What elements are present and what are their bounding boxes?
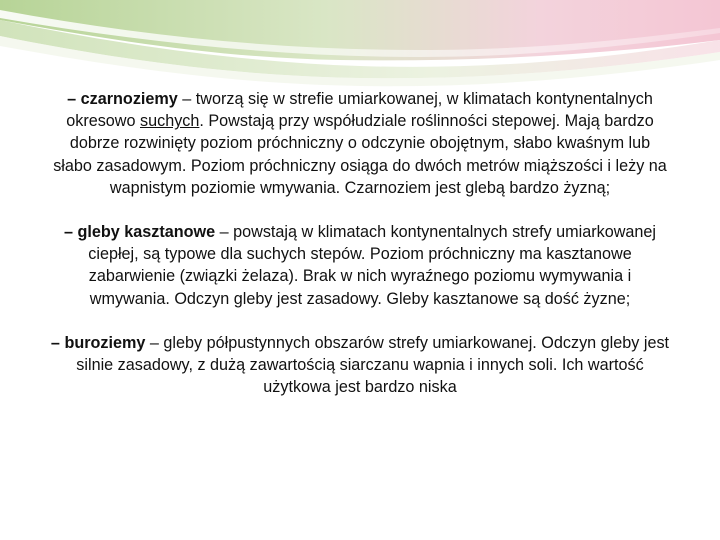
term-buroziemy: buroziemy [64, 333, 146, 352]
term-dash: – [50, 333, 60, 352]
main-text [50, 88, 670, 420]
paragraph-gleby-kasztanowe [50, 221, 670, 310]
paragraph-text: – gleby półpustynnych obszarów strefy umiarkowanej. Odczyn gleby jest silnie zasadowy, z dużą zawartością siarczanu wapnia i innych soli. Ich wartość użytkowa jest bardzo niska [76, 333, 670, 397]
term-gleby-kasztanowe: gleby kasztanowe [77, 223, 216, 242]
paragraph-buroziemy [50, 332, 670, 399]
paragraph-text: . Powstają przy współudziale roślinności stepowej. Mają bardzo dobrze rozwinięty poziom próchniczny o odczynie obojętnym, słabo kwaśnym lub słabo zasadowym. Poziom próchniczny osiąga do dwóch metrów miąższości i leży na wapnistym poziomie wmywania. Czarnoziem jest glebą bardzo żyzną; [53, 112, 667, 197]
paragraph-text: – powstają w klimatach kontynentalnych strefy umiarkowanej ciepłej, są typowe dla suchych stepów. Poziom próchniczny ma kasztanowe zabarwienie (związki żelaza). Brak w nich wyraźnego poziomu wymywania i wmywania. Odczyn gleby jest zasadowy. Gleby kasztanowe są dość żyzne; [88, 223, 657, 308]
term-czarnoziemy: czarnoziemy [80, 90, 178, 108]
term-dash: – [67, 90, 77, 108]
term-dash: – [63, 223, 73, 242]
paragraph-text: – tworzą się w strefie umiarkowanej, w klimatach kontynentalnych okresowo [66, 90, 653, 131]
underlined-word: suchych [140, 112, 200, 131]
paragraph-czarnoziemy [50, 88, 670, 199]
decorative-wave-banner [0, 0, 720, 95]
